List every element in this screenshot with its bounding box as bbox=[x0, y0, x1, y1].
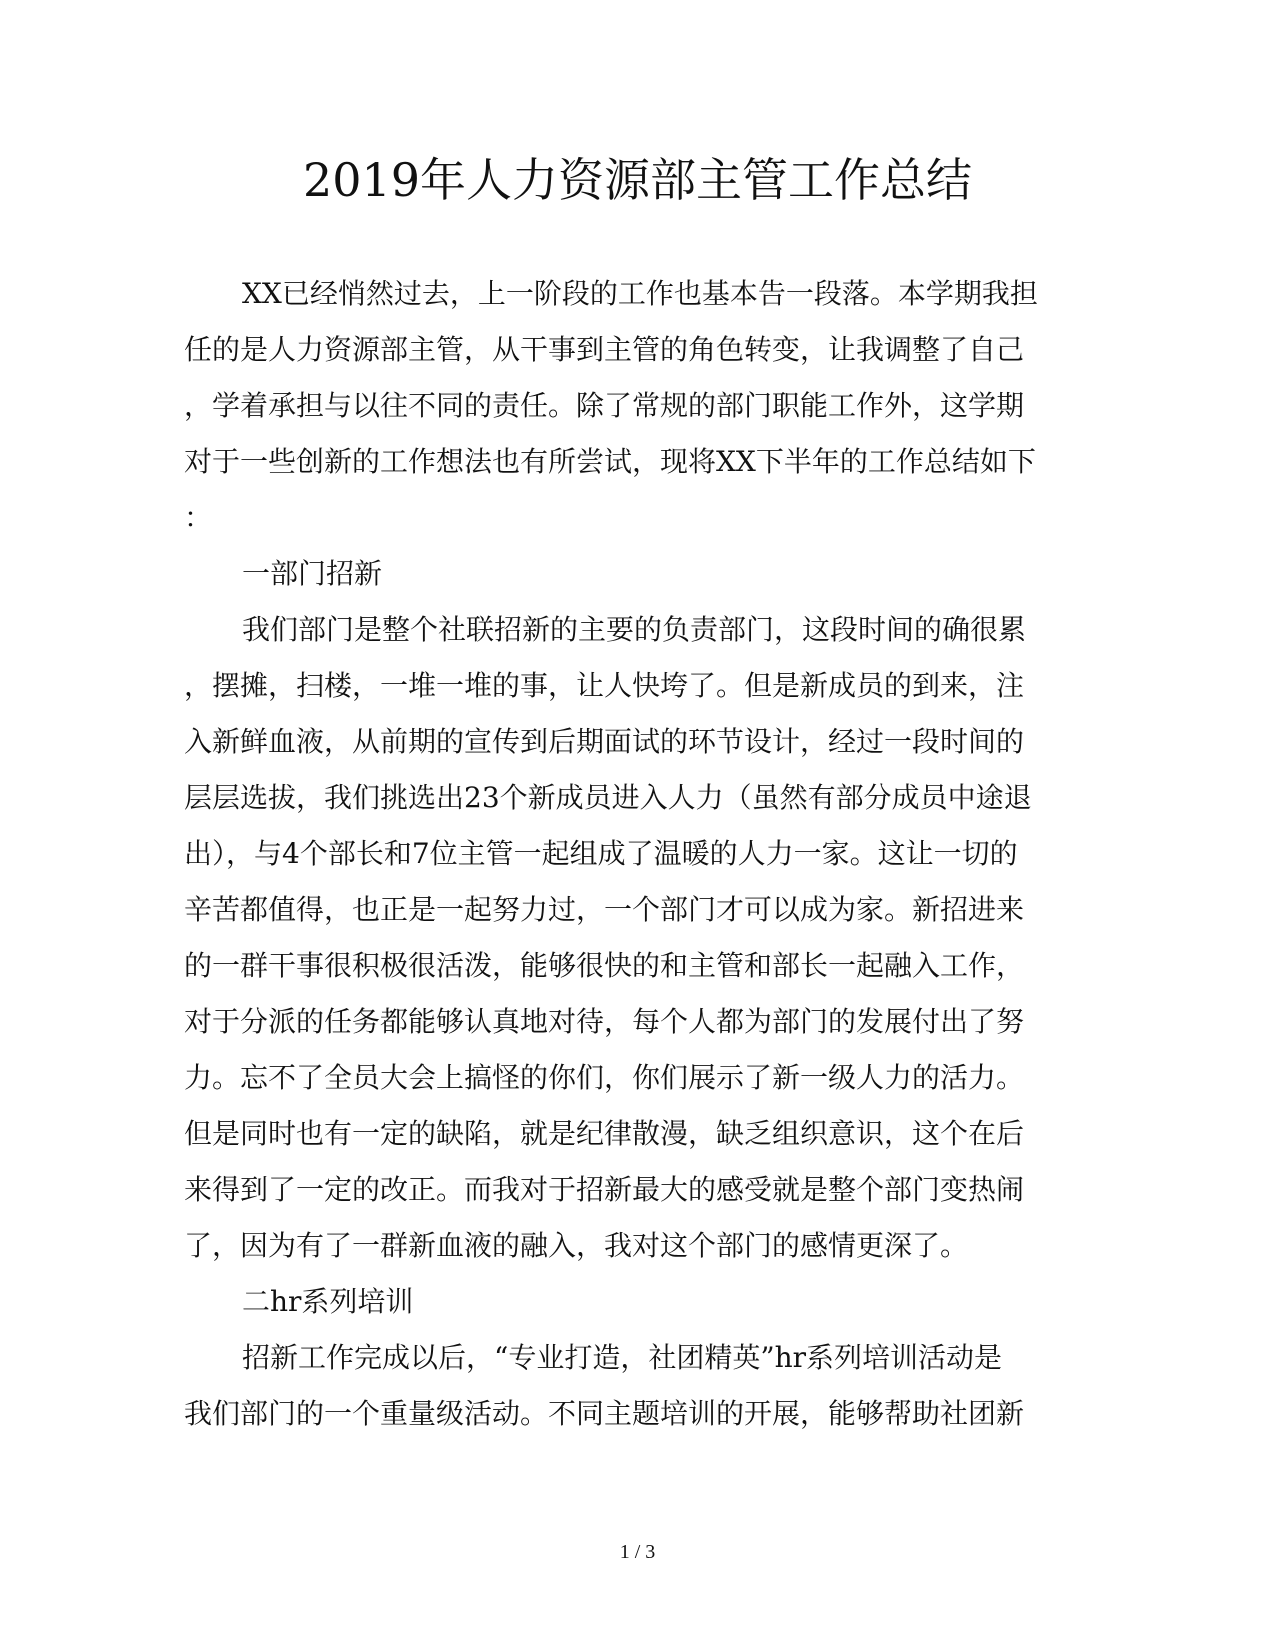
page-number: 1 / 3 bbox=[619, 1541, 656, 1563]
paragraph-line: 对于分派的任务都能够认真地对待，每个人都为部门的发展付出了努 bbox=[184, 1005, 1025, 1038]
paragraph-line: 层层选拔，我们挑选出23个新成员进入人力（虽然有部分成员中途退 bbox=[184, 781, 1032, 814]
paragraph-line: ，学着承担与以往不同的责任。除了常规的部门职能工作外，这学期 bbox=[184, 389, 1025, 422]
paragraph-line: 了，因为有了一群新血液的融入，我对这个部门的感情更深了。 bbox=[184, 1229, 969, 1262]
section-heading: 一部门招新 bbox=[242, 557, 383, 590]
paragraph-line: 招新工作完成以后，“专业打造，社团精英”hr系列培训活动是 bbox=[242, 1341, 1003, 1374]
paragraph-line: 我们部门是整个社联招新的主要的负责部门，这段时间的确很累 bbox=[242, 613, 1027, 646]
paragraph-line: 对于一些创新的工作想法也有所尝试，现将XX下半年的工作总结如下 bbox=[184, 445, 1036, 478]
paragraph-line: 辛苦都值得，也正是一起努力过，一个部门才可以成为家。新招进来 bbox=[184, 893, 1025, 926]
paragraph-line: 任的是人力资源部主管，从干事到主管的角色转变，让我调整了自己 bbox=[184, 333, 1025, 366]
paragraph-line: XX已经悄然过去，上一阶段的工作也基本告一段落。本学期我担 bbox=[242, 277, 1038, 310]
paragraph-line: 我们部门的一个重量级活动。不同主题培训的开展，能够帮助社团新 bbox=[184, 1397, 1025, 1430]
paragraph-line: 来得到了一定的改正。而我对于招新最大的感受就是整个部门变热闹 bbox=[184, 1173, 1025, 1206]
paragraph-line: ： bbox=[184, 501, 213, 534]
paragraph-line: 的一群干事很积极很活泼，能够很快的和主管和部长一起融入工作， bbox=[184, 949, 1025, 982]
paragraph-line: 入新鲜血液，从前期的宣传到后期面试的环节设计，经过一段时间的 bbox=[184, 725, 1025, 758]
paragraph-line: ，摆摊，扫楼，一堆一堆的事，让人快垮了。但是新成员的到来，注 bbox=[184, 669, 1025, 702]
document-body bbox=[184, 266, 1064, 1442]
paragraph-line: 但是同时也有一定的缺陷，就是纪律散漫，缺乏组织意识，这个在后 bbox=[184, 1117, 1025, 1150]
section-heading: 二hr系列培训 bbox=[242, 1285, 414, 1318]
paragraph-line: 力。忘不了全员大会上搞怪的你们，你们展示了新一级人力的活力。 bbox=[184, 1061, 1025, 1094]
document-title: 2019年人力资源部主管工作总结 bbox=[302, 153, 973, 207]
paragraph-line: 出），与4个部长和7位主管一起组成了温暖的人力一家。这让一切的 bbox=[184, 837, 1018, 870]
